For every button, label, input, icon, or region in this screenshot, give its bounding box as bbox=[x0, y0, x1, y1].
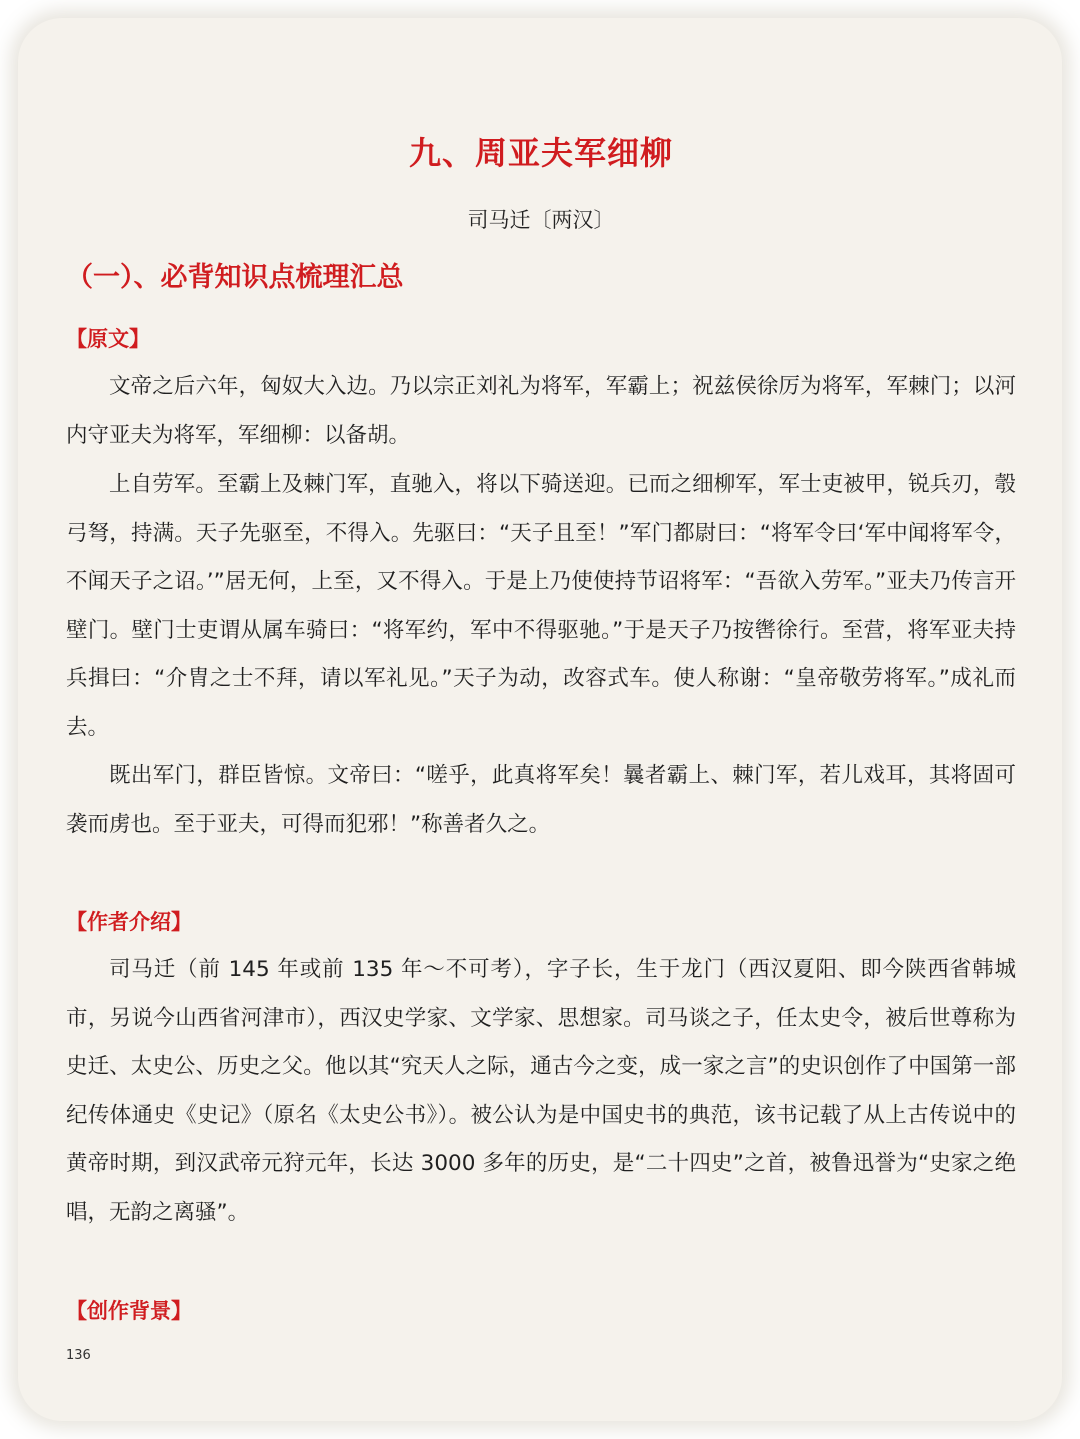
page-title: 九、周亚夫军细柳 bbox=[408, 134, 673, 172]
original-paragraph-3: 既出军门，群臣皆惊。文帝曰：“嗟乎，此真将军矣！曩者霸上、棘门军，若儿戏耳，其将固可袭而虏也。至于亚夫，可得而犯邪！”称善者久之。 bbox=[66, 763, 1016, 837]
author-intro-label: 【作者介绍】 bbox=[66, 910, 192, 934]
page-number: 136 bbox=[66, 1348, 91, 1363]
background-label: 【创作背景】 bbox=[66, 1299, 192, 1323]
original-text-label: 【原文】 bbox=[66, 327, 150, 351]
document-page bbox=[18, 18, 1062, 1421]
author-line: 司马迁〔两汉〕 bbox=[467, 208, 615, 232]
original-paragraph-1: 文帝之后六年，匈奴大入边。乃以宗正刘礼为将军，军霸上；祝兹侯徐厉为将军，军棘门；以河内守亚夫为将军，军细柳：以备胡。 bbox=[66, 374, 1016, 448]
original-paragraph-2: 上自劳军。至霸上及棘门军，直驰入，将以下骑送迎。已而之细柳军，军士吏被甲，锐兵刃，彀弓弩，持满。天子先驱至，不得入。先驱曰：“天子且至！”军门都尉曰：“将军令曰‘军中闻将军令，不闻天子之诏。’”居无何，上至，又不得入。于是上乃使使持节诏将军：“吾欲入劳军。”亚夫乃传言开壁门。壁门士吏谓从属车骑曰：“将军约，军中不得驱驰。”于是天子乃按辔徐行。至营，将军亚夫持兵揖曰：“介胄之士不拜，请以军礼见。”天子为动，改容式车。使人称谢：“皇帝敬劳将军。”成礼而去。 bbox=[66, 472, 1016, 740]
section-heading: （一）、必背知识点梳理汇总 bbox=[66, 262, 404, 293]
author-intro-paragraph: 司马迁（前 145 年或前 135 年～不可考），字子长，生于龙门（西汉夏阳、即今陕西省韩城市，另说今山西省河津市），西汉史学家、文学家、思想家。司马谈之子，任太史令，被后世尊称为史迁、太史公、历史之父。他以其“究天人之际，通古今之变，成一家之言”的史识创作了中国第一部纪传体通史《史记》（原名《太史公书》）。被公认为是中国史书的典范，该书记载了从上古传说中的黄帝时期，到汉武帝元狩元年，长达 3000 多年的历史，是“二十四史”之首，被鲁迅誉为“史家之绝唱，无韵之离骚”。 bbox=[66, 957, 1016, 1225]
